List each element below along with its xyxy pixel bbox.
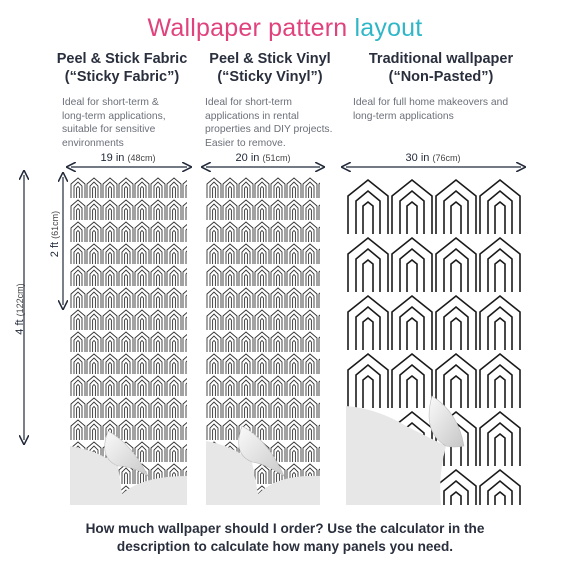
panel-fabric [70, 176, 187, 505]
footer-note [0, 520, 570, 556]
description-line: suitable for sensitive [62, 124, 156, 135]
width-value: 20 in [235, 152, 260, 164]
height-metric: (122cm) [15, 283, 25, 317]
heading-traditional-line1: Traditional wallpaper [368, 51, 514, 67]
description-line: Easier to remove. [205, 137, 286, 149]
height-value: 2 ft [49, 241, 61, 258]
description-line: environments [62, 137, 124, 149]
title-part-pink: Wallpaper pattern [147, 14, 348, 42]
width-value: 30 in [405, 152, 430, 164]
width-metric: (48cm) [127, 153, 156, 163]
description-line: Ideal for full home makeovers and [353, 97, 509, 108]
panel-vinyl [206, 176, 320, 505]
description-line: long-term applications [353, 110, 454, 122]
description-line: Ideal for short-term [205, 97, 292, 108]
heading-fabric-line1: Peel & Stick Fabric [56, 51, 188, 67]
description-line: applications in rental [205, 110, 299, 122]
description-line: properties and DIY projects. [205, 124, 333, 135]
heading-traditional-line2: (“Non-Pasted”) [388, 69, 494, 85]
heading-vinyl-line1: Peel & Stick Vinyl [209, 51, 331, 67]
heading-fabric-line2: (“Sticky Fabric”) [64, 69, 180, 85]
panel-traditional [346, 176, 521, 505]
footer-line2: description to calculate how many panels you need. [116, 539, 454, 554]
description-line: Ideal for short-term & [62, 97, 159, 108]
width-metric: (76cm) [432, 153, 461, 163]
footer-line1: How much wallpaper should I order? Use the calculator in the [85, 521, 485, 536]
width-metric: (51cm) [262, 153, 291, 163]
description-line: long-term applications, [62, 110, 166, 122]
title-part-teal: layout [354, 14, 423, 42]
width-value: 19 in [100, 152, 125, 164]
height-metric: (61cm) [50, 210, 60, 239]
heading-vinyl-line2: (“Sticky Vinyl”) [217, 69, 323, 85]
height-value: 4 ft [14, 319, 26, 335]
